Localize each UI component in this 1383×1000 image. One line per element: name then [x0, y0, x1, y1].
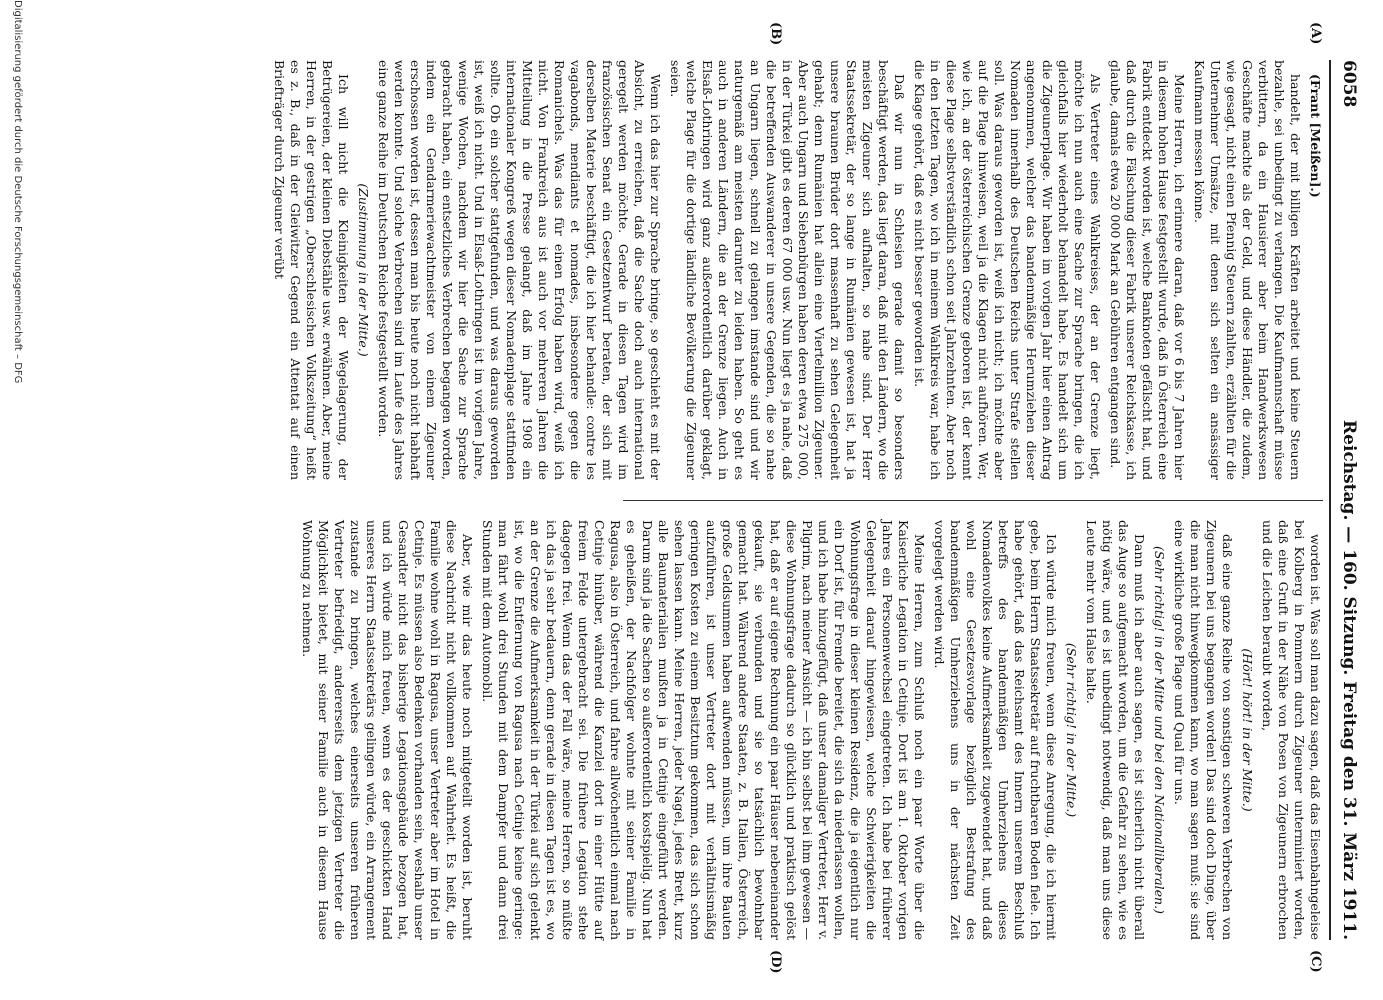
paragraph: Aber, wie mir das heute noch mitgeteilt worden ist, beruht diese Nachricht nicht vollkommen auf Wahrheit. Es heißt, die Familie wohne wohl in Ragusa, unser Vertreter aber im Hotel in Cetinje. Es müssen also Bedenken vorhanden sein, weshalb unser Gesandter nicht das bisherige Legationsgebäude bezogen hat, und ich würde mich freuen, wenn es der geschickten Hand unseres Herrn Staatssekretärs gelingen würde, ein Arrangement zustande zu bringen, welches einerseits unseren früheren Vertreter befriedigt, andererseits dem jetzigen Vertreter die Möglichkeit bietet, mit seiner Familie auch in diesem Hause Wohnung zu nehmen. [300, 520, 475, 940]
paragraph: Ich würde mich freuen, wenn diese Anregung, die ich hiermit gebe, beim Herrn Staatssekretär auf fruchtbaren Boden fiele. Ich habe gehört, daß das Reichsamt des Innern unserem Beschluß betreffs des bandenmäßigen Umherziehens dieses Nomadenvolkes keine Aufmerksamkeit zugewendet hat, und daß wohl eine Gesetzesvorlage bezüglich Bestrafung des bandenmäßigen Umherziehens uns in der nächsten Zeit vorgelegt werden wird. [932, 520, 1059, 940]
margin-mark-a: (A) [1308, 22, 1323, 45]
paragraph: Ich will nicht die Kleinigkeiten der Wegelagerung, der Betrügereien, der kleinen Diebstähle usw. erwähnen. Aber, meine Herren, in der gestrigen „Oberschlesischen Volkszeitung“ heißt es z. B., daß in der Gleiwitzer Gegend ein Attentat auf einen Briefträger durch Zigeuner verübt [272, 60, 351, 480]
left-column [272, 60, 1323, 480]
paragraph: daß eine ganze Reihe von sonstigen schweren Verbrechen von Zigeunern bei uns begangen worden! Das sind doch Dinge, über die man nicht hinwegkommen kann, wo man sagen muß: sie sind eine wirkliche große Plage und Qual für uns. [1172, 520, 1235, 940]
paragraph: worden ist. Was soll man dazu sagen, daß das Eisenbahngeleise bei Kolberg in Pommern durch Zigeuner unterminiert worden, daß eine Gruft in der Nähe von Posen von Zigeunern erbrochen und die Leichen beraubt worden, [1260, 520, 1323, 940]
interjection: (Hört! hört! in der Mitte.) [1240, 648, 1255, 812]
margin-mark-b: (B) [768, 22, 783, 46]
column-divider [623, 500, 1323, 501]
session-date: Freitag den 31. März 1911. [1339, 681, 1359, 940]
digitization-credit: Digitalisierung gefördert durch die Deutsche Forschungsgemeinschaft – DFG [12, 0, 23, 384]
paragraph: Meine Herren, zum Schluß noch ein paar Worte über die Kaiserliche Legation in Cetinje. Dort ist am 1. Oktober vorigen Jahres ein Personenwechsel eingetreten. Ich habe bei früherer Gelegenheit darauf hingewiesen, welche Schwierigkeiten die Wohnungsfrage in dieser kleinen Residenz, die ja eigentlich nur ein Dorf ist, für Fremde bereitet, die sich da niederlassen wollen, und ich habe hinzugefügt, daß unser damaliger Vertreter, Herr v. Pilgrim, nach meiner Ansicht — ich bin selbst bei ihm gewesen — diese Wohnungsfrage dadurch so glücklich und praktisch gelöst hat, daß er auf eigene Rechnung ein paar Häuser nebeneinander gekauft, sie verbunden und sie so tatsächlich bewohnbar gemacht hat. Während andere Staaten, z. B. Italien, Österreich, große Geldsummen haben aufwenden müssen, um ihre Bauten aufzuführen, ist unser Vertreter dort mit verhältnismäßig geringen Kosten zu einem Besitztum gekommen, das sich schon sehen lassen kann. Meine Herren, jeder Nagel, jedes Brett, kurz alle Baumaterialien mußten ja in Cetinje eingeführt werden. Darum sind ja die Sachen so außerordentlich kostspielig. Nun hat es geheißen, der Nachfolger wohnte mit seiner Familie in Ragusa, also in Österreich, und fahre allwöchentlich einmal nach Cetinje hinüber, während die Kanzlei dort in einer Hütte auf freiem Felde untergebracht sei. Die frühere Legation stehe dagegen frei. Wenn das der Fall wäre, meine Herren, so müßte ich das ja sehr bedauern, denn gerade in diesen Tagen ist es, wo an der Grenze die Aufmerksamkeit in der Türkei auf sich gelenkt ist, wo die Entfernung von Ragusa nach Cetinje keine geringe: man fährt wohl drei Stunden mit dem Dampfer und dann drei Stunden mit dem Automobil. [480, 520, 927, 940]
paragraph: Wenn ich das hier zur Sprache bringe, so geschieht es mit der Absicht, zu erreichen, daß die Sache doch auch international geregelt werden möchte. Gerade in diesen Tagen wird im französischen Senat ein Gesetzentwurf beraten, der sich mit derselben Materie beschäftigt, die ich hier behandle: contre les vagabonds, mendiants et nomades, insbesondere gegen die Romanichels. Was das für einen Erfolg haben wird, weiß ich nicht. Von Frankreich aus ist auch vor mehreren Jahren die Mitteilung in die Presse gelangt, daß im Jahre 1908 ein internationaler Kongreß wegen dieser Nomadenplage stattfinden sollte. Ob ein solcher stattgefunden, und was daraus geworden ist, weiß ich nicht. Und in Elsaß-Lothringen ist im vorigen Jahre, wenige Wochen, nachdem wir hier die Sache zur Sprache gebracht haben, ein entsetzliches Verbrechen begangen worden, indem ein Gendarmeriewachtmeister von einem Zigeuner erschossen worden ist, dessen man bis heute noch nicht habhaft werden konnte. Und solche Verbrechen sind im Laufe des Jahres eine ganze Reihe im Deutschen Reiche festgestellt worden. [376, 60, 663, 480]
paragraph: handelt, der mit billigen Kräften arbeitet und keine Steuern bezahle, sei unbedingt zu verlangen. Die Kaufmannschaft müsse verbittern, da ein Hausierer aber beim Handwerkswesen Geschäfte machte als der Geld, und diese Händler, die zudem, wie gesagt, nicht einen Pfennig Steuern zahlten, erzählten für die Unternehmer Umsätze, mit denen sich selten ein ansässiger Kaufmann messen könne. [1192, 60, 1303, 480]
paragraph: Als Vertreter eines Wahlkreises, der an der Grenze liegt, möchte ich nun auch eine Sache zur Sprache bringen, die ich gleichfalls hier wiederholt behandelt habe. Es handelt sich um die Zigeunerplage. Wir haben im vorigen Jahr hier einen Antrag angenommen, welcher das bandenmäßige Herumziehen dieser Nomaden innerhalb des Deutschen Reichs unter Strafe stellen soll. Was daraus geworden ist, weiß ich nicht; ich möchte aber auf die Plage hinweisen, weil ja die Klagen nicht aufhören. Wer, wie ich, an der österreichischen Grenze geboren ist, der kennt diese Plage selbstverständlich schon seit Jahrzehnten. Aber noch in den letzten Tagen, wo ich in meinem Wahlkreis war, habe ich die Klage gehört, daß es nicht besser geworden ist. [912, 60, 1103, 480]
margin-mark-c: (C) [1308, 950, 1323, 973]
page-number: 6058 [1339, 60, 1359, 108]
header-rule [1329, 60, 1331, 940]
right-column [300, 520, 1323, 940]
page-header [1331, 60, 1359, 940]
session-title: Reichstag. — 160. Sitzung. [1339, 420, 1359, 676]
margin-mark-d: (D) [768, 950, 783, 974]
paragraph: Meine Herren, ich erinnere daran, daß vor 6 bis 7 Jahren hier in diesem hohen Hause festgestellt wurde, daß in Österreich eine Fabrik entdeckt worden ist, welche Banknoten gefälscht hat, und daß durch die Fälschung dieser Fabrik unserer Reichskasse, ich glaube, damals etwa 20 000 Mark an Gebühren entgangen sind. [1108, 60, 1187, 480]
paragraph: Daß wir nun in Schlesien gerade damit so besonders beschäftigt werden, das liegt daran, daß mit den Ländern, wo die meisten Zigeuner sich aufhalten, so nahe sind. Der Herr Staatssekretär, der so lange in Rumänien gewesen ist, hat ja unsere braunen Brüder dort massenhaft zu sehen Gelegenheit gehabt; denn Rumänien hat allein eine Viertelmillion Zigeuner. Aber auch Ungarn und Siebenbürgen haben deren etwa 275 000, in der Türkei gibt es deren 67 000 usw. Nun liegt es ja nahe, daß die betreffenden Auswanderer in unsere Gegenden, die so nahe an Ungarn liegen, schnell zu gelangen imstande sind und wir naturgemäß am meisten darunter zu leiden haben. So geht es auch in anderen Ländern, die an der Grenze liegen. Auch in Elsaß-Lothringen wird ganz außerordentlich darüber geklagt, welche Plage für die dortige ländliche Bevölkerung die Zigeuner seien. [668, 60, 907, 480]
paragraph: Dann muß ich aber auch sagen, es ist sicherlich nicht überall das Auge so aufgemacht worden, um die Gefahr zu sehen, wie es nötig wäre, und es ist unbedingt notwendig, daß man uns diese Leute mehr vom Halse halte. [1084, 520, 1147, 940]
speaker-label: (Frant [Meißen].) [1308, 74, 1323, 198]
interjection: (Sehr richtig! in der Mitte.) [1064, 642, 1079, 818]
interjection: (Sehr richtig! in der Mitte und bei den Nationalliberalen.) [1152, 546, 1167, 914]
interjection: (Zustimmung in der Mitte.) [356, 183, 371, 357]
